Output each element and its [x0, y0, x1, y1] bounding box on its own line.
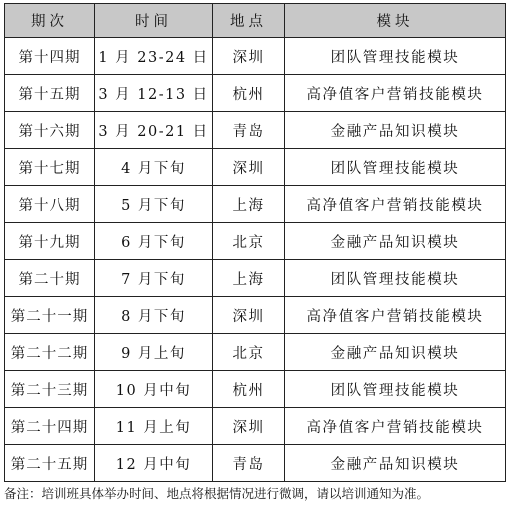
table-row: [5, 38, 506, 75]
cell-time: 8 月下旬: [95, 297, 213, 334]
cell-time: 3 月 12-13 日: [95, 75, 213, 112]
cell-location: 青岛: [213, 445, 285, 482]
cell-location: 深圳: [213, 38, 285, 75]
cell-location: 北京: [213, 223, 285, 260]
table-row: [5, 186, 506, 223]
cell-session: 第十五期: [5, 75, 95, 112]
table-header-row: [5, 4, 506, 38]
header-time: 时间: [95, 4, 213, 38]
table-row: [5, 297, 506, 334]
cell-module: 金融产品知识模块: [285, 223, 506, 260]
table-row: [5, 408, 506, 445]
table-row: [5, 334, 506, 371]
cell-session: 第二十三期: [5, 371, 95, 408]
cell-time: 7 月下旬: [95, 260, 213, 297]
table-row: [5, 75, 506, 112]
table-row: [5, 223, 506, 260]
cell-module: 高净值客户营销技能模块: [285, 186, 506, 223]
cell-location: 深圳: [213, 149, 285, 186]
table-row: [5, 445, 506, 482]
cell-location: 上海: [213, 186, 285, 223]
header-session: 期次: [5, 4, 95, 38]
cell-session: 第二十五期: [5, 445, 95, 482]
cell-module: 高净值客户营销技能模块: [285, 75, 506, 112]
cell-session: 第十七期: [5, 149, 95, 186]
cell-module: 金融产品知识模块: [285, 112, 506, 149]
cell-time: 11 月上旬: [95, 408, 213, 445]
footnote: 备注：培训班具体举办时间、地点将根据情况进行微调，请以培训通知为准。: [4, 486, 430, 501]
training-schedule-table: [4, 3, 506, 482]
cell-module: 金融产品知识模块: [285, 334, 506, 371]
cell-time: 9 月上旬: [95, 334, 213, 371]
cell-time: 3 月 20-21 日: [95, 112, 213, 149]
cell-session: 第十六期: [5, 112, 95, 149]
cell-module: 高净值客户营销技能模块: [285, 297, 506, 334]
cell-session: 第十四期: [5, 38, 95, 75]
cell-location: 上海: [213, 260, 285, 297]
cell-module: 团队管理技能模块: [285, 260, 506, 297]
cell-location: 深圳: [213, 297, 285, 334]
table-row: [5, 112, 506, 149]
cell-time: 12 月中旬: [95, 445, 213, 482]
cell-session: 第二十期: [5, 260, 95, 297]
cell-module: 高净值客户营销技能模块: [285, 408, 506, 445]
cell-module: 金融产品知识模块: [285, 445, 506, 482]
schedule-document: [4, 3, 505, 502]
cell-time: 6 月下旬: [95, 223, 213, 260]
cell-time: 10 月中旬: [95, 371, 213, 408]
table-row: [5, 371, 506, 408]
cell-location: 杭州: [213, 75, 285, 112]
table-row: [5, 260, 506, 297]
cell-location: 北京: [213, 334, 285, 371]
cell-time: 4 月下旬: [95, 149, 213, 186]
header-location: 地点: [213, 4, 285, 38]
cell-module: 团队管理技能模块: [285, 149, 506, 186]
cell-session: 第十八期: [5, 186, 95, 223]
cell-location: 深圳: [213, 408, 285, 445]
cell-session: 第十九期: [5, 223, 95, 260]
table-row: [5, 149, 506, 186]
cell-session: 第二十一期: [5, 297, 95, 334]
cell-location: 杭州: [213, 371, 285, 408]
cell-time: 5 月下旬: [95, 186, 213, 223]
cell-time: 1 月 23-24 日: [95, 38, 213, 75]
header-module: 模块: [285, 4, 506, 38]
cell-module: 团队管理技能模块: [285, 371, 506, 408]
cell-module: 团队管理技能模块: [285, 38, 506, 75]
cell-session: 第二十二期: [5, 334, 95, 371]
cell-session: 第二十四期: [5, 408, 95, 445]
cell-location: 青岛: [213, 112, 285, 149]
